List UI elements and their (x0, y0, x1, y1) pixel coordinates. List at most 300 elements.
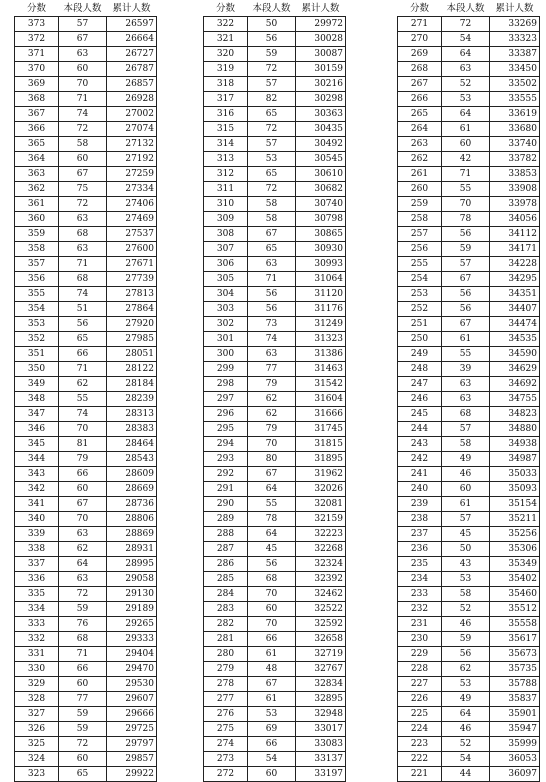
score-cell: 226 (398, 692, 442, 707)
table-row (398, 767, 540, 782)
table-row (204, 197, 346, 212)
segment-count-cell: 63 (442, 377, 490, 392)
segment-count-cell: 49 (442, 692, 490, 707)
table-row (398, 137, 540, 152)
table-row (15, 32, 157, 47)
segment-count-cell: 55 (442, 347, 490, 362)
table-row (204, 467, 346, 482)
cumulative-count-cell: 32767 (296, 662, 346, 677)
segment-count-cell: 64 (442, 47, 490, 62)
segment-count-cell: 71 (59, 257, 107, 272)
segment-count-cell: 54 (248, 752, 296, 767)
score-cell: 271 (398, 17, 442, 32)
segment-count-cell: 56 (59, 317, 107, 332)
score-cell: 347 (15, 407, 59, 422)
segment-count-cell: 78 (442, 212, 490, 227)
header-cumulative-count: 累计人数 (301, 3, 340, 14)
table-row (204, 272, 346, 287)
segment-count-cell: 65 (59, 767, 107, 782)
table-row (398, 92, 540, 107)
score-cell: 348 (15, 392, 59, 407)
score-table-1 (14, 2, 157, 782)
score-cell: 231 (398, 617, 442, 632)
segment-count-cell: 56 (442, 647, 490, 662)
table-row (398, 572, 540, 587)
score-cell: 344 (15, 452, 59, 467)
cumulative-count-cell: 33978 (490, 197, 540, 212)
cumulative-count-cell: 26928 (107, 92, 157, 107)
segment-count-cell: 60 (59, 62, 107, 77)
segment-count-cell: 57 (248, 137, 296, 152)
score-cell: 322 (204, 17, 248, 32)
cumulative-count-cell: 27920 (107, 317, 157, 332)
table-row (204, 77, 346, 92)
score-cell: 267 (398, 77, 442, 92)
segment-count-cell: 65 (248, 107, 296, 122)
score-cell: 252 (398, 302, 442, 317)
segment-count-cell: 60 (248, 767, 296, 782)
score-cell: 240 (398, 482, 442, 497)
segment-count-cell: 55 (59, 392, 107, 407)
table-row (398, 422, 540, 437)
table-row (204, 302, 346, 317)
table-row (15, 542, 157, 557)
cumulative-count-cell: 28669 (107, 482, 157, 497)
cumulative-count-cell: 32895 (296, 692, 346, 707)
cumulative-count-cell: 35256 (490, 527, 540, 542)
score-cell: 363 (15, 167, 59, 182)
segment-count-cell: 72 (248, 122, 296, 137)
table-row (204, 497, 346, 512)
segment-count-cell: 58 (442, 587, 490, 602)
table-row (204, 707, 346, 722)
score-cell: 364 (15, 152, 59, 167)
score-cell: 238 (398, 512, 442, 527)
cumulative-count-cell: 32834 (296, 677, 346, 692)
cumulative-count-cell: 32462 (296, 587, 346, 602)
segment-count-cell: 70 (442, 197, 490, 212)
score-cell: 236 (398, 542, 442, 557)
segment-count-cell: 54 (442, 32, 490, 47)
cumulative-count-cell: 28313 (107, 407, 157, 422)
score-cell: 235 (398, 557, 442, 572)
table-row (398, 602, 540, 617)
table-row (398, 407, 540, 422)
table-row (15, 677, 157, 692)
table-row (15, 227, 157, 242)
score-cell: 302 (204, 317, 248, 332)
segment-count-cell: 61 (442, 497, 490, 512)
score-cell: 324 (15, 752, 59, 767)
cumulative-count-cell: 26857 (107, 77, 157, 92)
table-row (15, 617, 157, 632)
table-row (15, 392, 157, 407)
cumulative-count-cell: 27074 (107, 122, 157, 137)
cumulative-count-cell: 35999 (490, 737, 540, 752)
cumulative-count-cell: 34295 (490, 272, 540, 287)
table-row (204, 62, 346, 77)
cumulative-count-cell: 30798 (296, 212, 346, 227)
segment-count-cell: 46 (442, 467, 490, 482)
segment-count-cell: 58 (248, 197, 296, 212)
segment-count-cell: 69 (248, 722, 296, 737)
segment-count-cell: 62 (442, 662, 490, 677)
score-cell: 230 (398, 632, 442, 647)
cumulative-count-cell: 29725 (107, 722, 157, 737)
score-cell: 281 (204, 632, 248, 647)
segment-count-cell: 62 (59, 542, 107, 557)
table-row (398, 722, 540, 737)
table-row (15, 482, 157, 497)
table-row (15, 272, 157, 287)
score-cell: 372 (15, 32, 59, 47)
score-cell: 335 (15, 587, 59, 602)
table-row (15, 452, 157, 467)
score-cell: 270 (398, 32, 442, 47)
segment-count-cell: 44 (442, 767, 490, 782)
segment-count-cell: 79 (248, 422, 296, 437)
segment-count-cell: 68 (442, 407, 490, 422)
cumulative-count-cell: 34112 (490, 227, 540, 242)
cumulative-count-cell: 31120 (296, 287, 346, 302)
segment-count-cell: 58 (248, 212, 296, 227)
segment-count-cell: 56 (248, 302, 296, 317)
table-row (204, 32, 346, 47)
table-row (15, 107, 157, 122)
header-score: 分数 (26, 3, 46, 14)
cumulative-count-cell: 30159 (296, 62, 346, 77)
table-row (204, 602, 346, 617)
cumulative-count-cell: 29972 (296, 17, 346, 32)
segment-count-cell: 68 (59, 272, 107, 287)
score-cell: 282 (204, 617, 248, 632)
table-row (15, 527, 157, 542)
segment-count-cell: 39 (442, 362, 490, 377)
score-cell: 315 (204, 122, 248, 137)
segment-count-cell: 63 (59, 212, 107, 227)
cumulative-count-cell: 27600 (107, 242, 157, 257)
score-cell: 265 (398, 107, 442, 122)
score-cell: 297 (204, 392, 248, 407)
segment-count-cell: 67 (442, 317, 490, 332)
segment-count-cell: 56 (442, 287, 490, 302)
table-row (398, 752, 540, 767)
table-row (15, 167, 157, 182)
score-cell: 225 (398, 707, 442, 722)
score-cell: 317 (204, 92, 248, 107)
cumulative-count-cell: 32592 (296, 617, 346, 632)
segment-count-cell: 71 (59, 92, 107, 107)
score-cell: 256 (398, 242, 442, 257)
segment-count-cell: 66 (248, 632, 296, 647)
table-row (398, 587, 540, 602)
cumulative-count-cell: 29058 (107, 572, 157, 587)
cumulative-count-cell: 34987 (490, 452, 540, 467)
cumulative-count-cell: 33269 (490, 17, 540, 32)
cumulative-count-cell: 26787 (107, 62, 157, 77)
header-segment-count: 本段人数 (63, 3, 102, 14)
score-cell: 350 (15, 362, 59, 377)
cumulative-count-cell: 32159 (296, 512, 346, 527)
segment-count-cell: 70 (59, 422, 107, 437)
table-row (204, 737, 346, 752)
score-cell: 370 (15, 62, 59, 77)
score-cell: 284 (204, 587, 248, 602)
cumulative-count-cell: 34692 (490, 377, 540, 392)
cumulative-count-cell: 27259 (107, 167, 157, 182)
cumulative-count-cell: 30682 (296, 182, 346, 197)
cumulative-count-cell: 27002 (107, 107, 157, 122)
score-cell: 277 (204, 692, 248, 707)
segment-count-cell: 54 (442, 752, 490, 767)
segment-count-cell: 59 (442, 632, 490, 647)
score-cell: 312 (204, 167, 248, 182)
cumulative-count-cell: 31666 (296, 407, 346, 422)
score-cell: 245 (398, 407, 442, 422)
cumulative-count-cell: 30028 (296, 32, 346, 47)
cumulative-count-cell: 27739 (107, 272, 157, 287)
score-cell: 301 (204, 332, 248, 347)
table-row (398, 482, 540, 497)
cumulative-count-cell: 27334 (107, 182, 157, 197)
cumulative-count-cell: 27192 (107, 152, 157, 167)
segment-count-cell: 53 (248, 152, 296, 167)
segment-count-cell: 78 (248, 512, 296, 527)
score-cell: 275 (204, 722, 248, 737)
table-row (15, 137, 157, 152)
score-cell: 308 (204, 227, 248, 242)
table-row (398, 647, 540, 662)
table-row (15, 602, 157, 617)
table-row (398, 392, 540, 407)
score-cell: 290 (204, 497, 248, 512)
score-cell: 326 (15, 722, 59, 737)
table-row (398, 182, 540, 197)
score-cell: 351 (15, 347, 59, 362)
table-row (204, 482, 346, 497)
segment-count-cell: 67 (248, 677, 296, 692)
cumulative-count-cell: 32658 (296, 632, 346, 647)
table-row (398, 212, 540, 227)
score-cell: 359 (15, 227, 59, 242)
segment-count-cell: 63 (59, 47, 107, 62)
score-cell: 360 (15, 212, 59, 227)
table-row (398, 197, 540, 212)
cumulative-count-cell: 29333 (107, 632, 157, 647)
score-cell: 332 (15, 632, 59, 647)
table-row (15, 752, 157, 767)
table-row (15, 707, 157, 722)
cumulative-count-cell: 34755 (490, 392, 540, 407)
table-row (204, 452, 346, 467)
table-row (204, 377, 346, 392)
cumulative-count-cell: 28383 (107, 422, 157, 437)
cumulative-count-cell: 35901 (490, 707, 540, 722)
score-cell: 358 (15, 242, 59, 257)
segment-count-cell: 67 (59, 167, 107, 182)
cumulative-count-cell: 31604 (296, 392, 346, 407)
cumulative-count-cell: 31323 (296, 332, 346, 347)
segment-count-cell: 56 (442, 227, 490, 242)
segment-count-cell: 74 (59, 107, 107, 122)
cumulative-count-cell: 28543 (107, 452, 157, 467)
cumulative-count-cell: 26664 (107, 32, 157, 47)
table-row (15, 467, 157, 482)
cumulative-count-cell: 28464 (107, 437, 157, 452)
table-row (398, 77, 540, 92)
segment-count-cell: 45 (442, 527, 490, 542)
table-row (204, 242, 346, 257)
score-cell: 221 (398, 767, 442, 782)
segment-count-cell: 57 (442, 257, 490, 272)
segment-count-cell: 82 (248, 92, 296, 107)
cumulative-count-cell: 31386 (296, 347, 346, 362)
segment-count-cell: 57 (59, 17, 107, 32)
score-cell: 278 (204, 677, 248, 692)
segment-count-cell: 46 (442, 722, 490, 737)
table-row (398, 47, 540, 62)
score-cell: 294 (204, 437, 248, 452)
segment-count-cell: 67 (442, 272, 490, 287)
table-row (398, 257, 540, 272)
score-cell: 244 (398, 422, 442, 437)
cumulative-count-cell: 29404 (107, 647, 157, 662)
table-row (398, 302, 540, 317)
table-row (15, 332, 157, 347)
cumulative-count-cell: 35402 (490, 572, 540, 587)
score-cell: 263 (398, 137, 442, 152)
cumulative-count-cell: 32719 (296, 647, 346, 662)
score-cell: 327 (15, 707, 59, 722)
table-row (15, 92, 157, 107)
cumulative-count-cell: 31176 (296, 302, 346, 317)
score-cell: 367 (15, 107, 59, 122)
table-row (15, 362, 157, 377)
segment-count-cell: 71 (248, 272, 296, 287)
cumulative-count-cell: 31542 (296, 377, 346, 392)
cumulative-count-cell: 28609 (107, 467, 157, 482)
cumulative-count-cell: 30216 (296, 77, 346, 92)
score-cell: 356 (15, 272, 59, 287)
score-cell: 280 (204, 647, 248, 662)
score-cell: 311 (204, 182, 248, 197)
cumulative-count-cell: 34056 (490, 212, 540, 227)
segment-count-cell: 64 (59, 557, 107, 572)
score-cell: 227 (398, 677, 442, 692)
cumulative-count-cell: 34629 (490, 362, 540, 377)
table-row (398, 617, 540, 632)
segment-count-cell: 59 (248, 47, 296, 62)
score-table-3 (397, 2, 540, 782)
segment-count-cell: 60 (442, 482, 490, 497)
score-table-2 (203, 2, 346, 782)
table-row (398, 122, 540, 137)
cumulative-count-cell: 29189 (107, 602, 157, 617)
cumulative-count-cell: 27813 (107, 287, 157, 302)
segment-count-cell: 59 (59, 602, 107, 617)
table-row (398, 692, 540, 707)
table-row (204, 257, 346, 272)
segment-count-cell: 50 (248, 17, 296, 32)
segment-count-cell: 60 (248, 602, 296, 617)
score-cell: 354 (15, 302, 59, 317)
segment-count-cell: 50 (442, 542, 490, 557)
cumulative-count-cell: 35617 (490, 632, 540, 647)
segment-count-cell: 55 (248, 497, 296, 512)
score-cell: 303 (204, 302, 248, 317)
table-row (204, 122, 346, 137)
segment-count-cell: 80 (248, 452, 296, 467)
score-cell: 260 (398, 182, 442, 197)
score-cell: 338 (15, 542, 59, 557)
segment-count-cell: 60 (442, 137, 490, 152)
table-row (204, 332, 346, 347)
segment-count-cell: 52 (442, 77, 490, 92)
segment-count-cell: 43 (442, 557, 490, 572)
table-row (204, 137, 346, 152)
segment-count-cell: 66 (59, 467, 107, 482)
segment-count-cell: 53 (442, 572, 490, 587)
segment-count-cell: 42 (442, 152, 490, 167)
segment-count-cell: 67 (59, 32, 107, 47)
segment-count-cell: 66 (248, 737, 296, 752)
cumulative-count-cell: 26727 (107, 47, 157, 62)
table-row (204, 632, 346, 647)
score-cell: 268 (398, 62, 442, 77)
table-row (204, 722, 346, 737)
table-row (204, 527, 346, 542)
table-row (398, 272, 540, 287)
table-row (15, 737, 157, 752)
score-cell: 333 (15, 617, 59, 632)
segment-count-cell: 72 (59, 587, 107, 602)
table-row (398, 167, 540, 182)
cumulative-count-cell: 35154 (490, 497, 540, 512)
score-cell: 262 (398, 152, 442, 167)
cumulative-count-cell: 30087 (296, 47, 346, 62)
cumulative-count-cell: 28995 (107, 557, 157, 572)
segment-count-cell: 52 (442, 602, 490, 617)
segment-count-cell: 63 (59, 527, 107, 542)
score-cell: 337 (15, 557, 59, 572)
cumulative-count-cell: 35460 (490, 587, 540, 602)
score-cell: 266 (398, 92, 442, 107)
score-cell: 314 (204, 137, 248, 152)
table-row (398, 452, 540, 467)
segment-count-cell: 59 (442, 242, 490, 257)
score-cell: 299 (204, 362, 248, 377)
segment-count-cell: 57 (442, 512, 490, 527)
cumulative-count-cell: 30363 (296, 107, 346, 122)
table-row (15, 302, 157, 317)
segment-count-cell: 72 (442, 17, 490, 32)
segment-count-cell: 60 (59, 752, 107, 767)
score-cell: 224 (398, 722, 442, 737)
cumulative-count-cell: 27985 (107, 332, 157, 347)
segment-count-cell: 62 (248, 407, 296, 422)
segment-count-cell: 68 (59, 632, 107, 647)
score-cell: 313 (204, 152, 248, 167)
table-row (15, 572, 157, 587)
table-row (398, 557, 540, 572)
table-row (398, 737, 540, 752)
segment-count-cell: 61 (442, 122, 490, 137)
cumulative-count-cell: 34823 (490, 407, 540, 422)
segment-count-cell: 70 (59, 77, 107, 92)
table-row (204, 572, 346, 587)
score-cell: 255 (398, 257, 442, 272)
segment-count-cell: 53 (442, 677, 490, 692)
